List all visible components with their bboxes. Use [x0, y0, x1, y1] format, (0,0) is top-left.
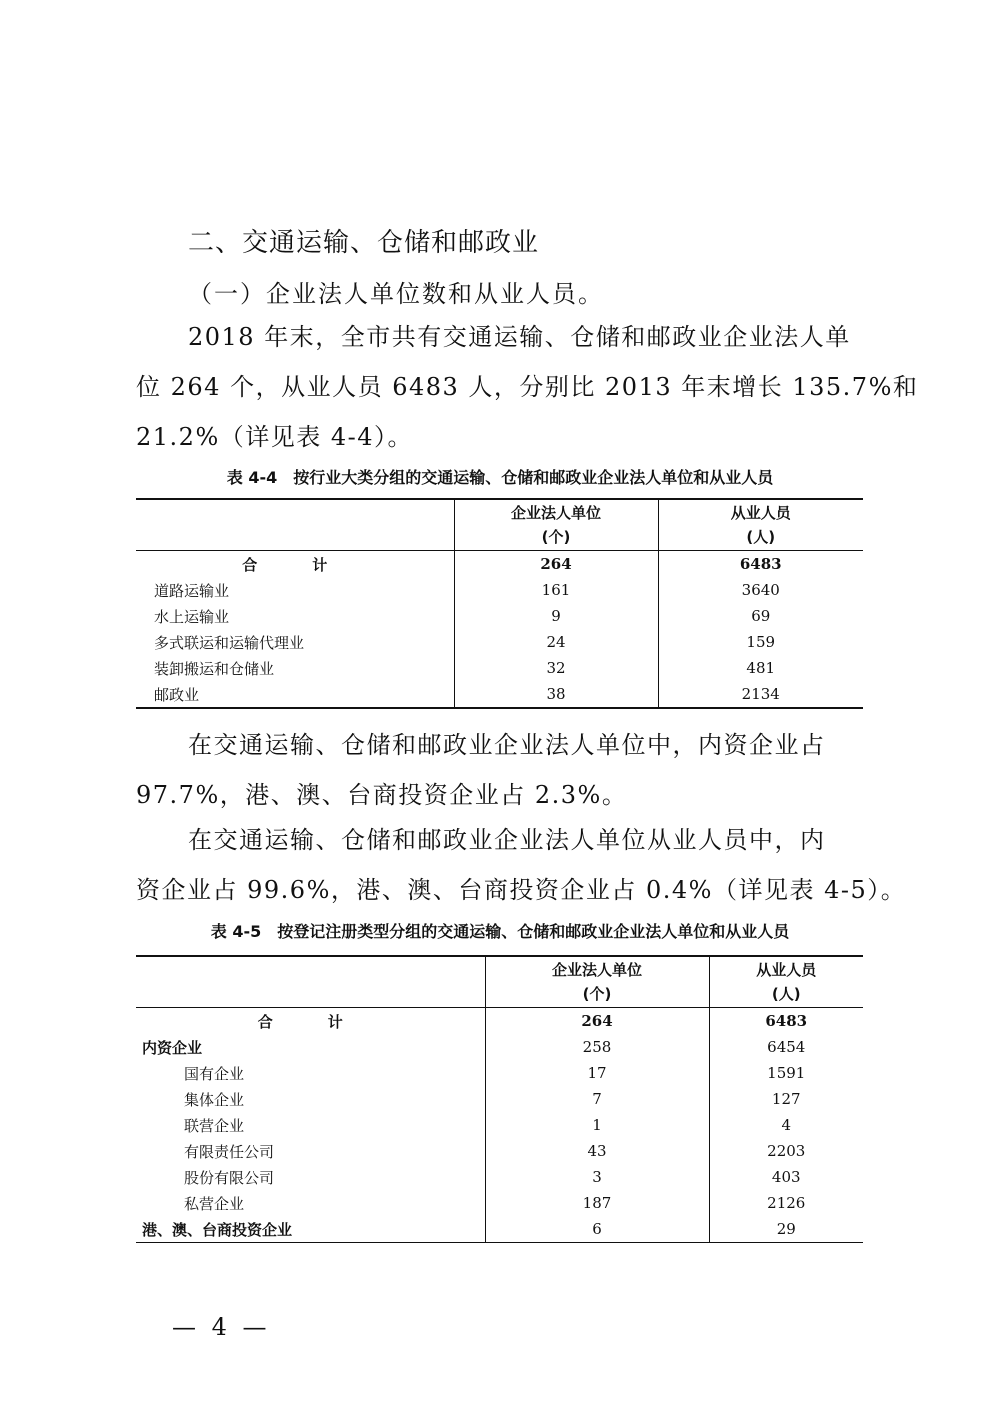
- row-units: 7: [485, 1086, 709, 1112]
- row-label: 有限责任公司: [184, 1142, 275, 1161]
- row-label: 联营企业: [184, 1116, 245, 1135]
- row-label: 多式联运和运输代理业: [154, 633, 305, 652]
- row-employees: 403: [771, 1168, 801, 1186]
- units-column-header: [485, 956, 709, 1008]
- header-unit: (人): [771, 985, 801, 1003]
- paragraph-line: 在交通运输、仓储和邮政业企业法人单位中，内资企业占: [188, 731, 826, 759]
- header-line: 从业人员: [730, 504, 791, 522]
- paragraph-summary: [136, 312, 919, 462]
- row-label: 私营企业: [184, 1194, 245, 1213]
- row-employees: 2203: [767, 1142, 806, 1160]
- row-employees: 29: [776, 1220, 796, 1238]
- table-row: [136, 603, 863, 629]
- table-row-group: [136, 1034, 863, 1060]
- header-line: 企业法人单位: [510, 504, 601, 522]
- table-row: [136, 1060, 863, 1086]
- row-label: 内资企业: [142, 1038, 203, 1057]
- paragraph-unit-share: [136, 720, 866, 820]
- table-row-group: [136, 1216, 863, 1243]
- row-employees: 6483: [658, 551, 863, 578]
- units-column-header: [454, 499, 658, 551]
- table-row: [136, 1190, 863, 1216]
- table-row-total: [136, 1008, 863, 1035]
- table-row: [136, 629, 863, 655]
- row-units: 32: [454, 655, 658, 681]
- table-4-5-caption: 表 4-5 按登记注册类型分组的交通运输、仓储和邮政业企业法人单位和从业人员: [210, 922, 790, 941]
- page-number: — 4 —: [172, 1313, 271, 1341]
- row-label: 道路运输业: [154, 581, 230, 600]
- paragraph-line: 2018 年末，全市共有交通运输、仓储和邮政业企业法人单: [188, 323, 851, 351]
- header-line: 企业法人单位: [551, 961, 642, 979]
- table-row: [136, 681, 863, 708]
- row-units: 1: [485, 1112, 709, 1138]
- row-units: 43: [485, 1138, 709, 1164]
- row-units: 24: [454, 629, 658, 655]
- header-unit: (个): [582, 985, 612, 1003]
- row-units: 17: [485, 1060, 709, 1086]
- paragraph-line: 资企业占 99.6%，港、澳、台商投资企业占 0.4%（详见表 4-5）。: [136, 876, 907, 904]
- table-row-total: [136, 551, 863, 578]
- row-employees: 2134: [741, 685, 780, 703]
- paragraph-line: 位 264 个，从业人员 6483 人，分别比 2013 年末增长 135.7%和: [136, 373, 919, 401]
- row-units: 264: [454, 551, 658, 578]
- row-employees: 159: [746, 633, 776, 651]
- paragraph-line: 21.2%（详见表 4-4）。: [136, 423, 414, 451]
- row-employees: 6454: [767, 1038, 806, 1056]
- row-units: 258: [485, 1034, 709, 1060]
- row-employees: 4: [781, 1116, 792, 1134]
- row-units: 264: [485, 1008, 709, 1035]
- table-row: [136, 1138, 863, 1164]
- row-units: 187: [485, 1190, 709, 1216]
- row-label: 国有企业: [184, 1064, 245, 1083]
- table-header-blank: [136, 956, 485, 1008]
- paragraph-employee-share: [136, 815, 907, 915]
- row-label: 港、澳、台商投资企业: [142, 1220, 293, 1239]
- paragraph-line: 97.7%，港、澳、台商投资企业占 2.3%。: [136, 781, 628, 809]
- table-row: [136, 1112, 863, 1138]
- table-row: [136, 1164, 863, 1190]
- table-row: [136, 1086, 863, 1112]
- employees-column-header: [709, 956, 863, 1008]
- row-employees: 3640: [741, 581, 780, 599]
- table-row: [136, 577, 863, 603]
- row-employees: 6483: [709, 1008, 863, 1035]
- table-4-5: [136, 955, 863, 1243]
- subsection-title: （一）企业法人单位数和从业人员。: [188, 280, 604, 308]
- row-label: 装卸搬运和仓储业: [154, 659, 275, 678]
- row-units: 6: [485, 1216, 709, 1243]
- table-header-row: [136, 956, 863, 1008]
- row-label: 集体企业: [184, 1090, 245, 1109]
- employees-column-header: [658, 499, 863, 551]
- section-title: 二、交通运输、仓储和邮政业: [188, 228, 540, 258]
- row-label: 合 计: [136, 551, 454, 578]
- row-units: 9: [454, 603, 658, 629]
- row-label: 邮政业: [154, 685, 200, 704]
- table-4-4-caption: 表 4-4 按行业大类分组的交通运输、仓储和邮政业企业法人单位和从业人员: [226, 468, 774, 487]
- header-line: 从业人员: [756, 961, 817, 979]
- row-employees: 481: [746, 659, 776, 677]
- row-employees: 2126: [767, 1194, 806, 1212]
- table-4-4: [136, 498, 863, 709]
- row-employees: 1591: [767, 1064, 806, 1082]
- row-label: 股份有限公司: [184, 1168, 275, 1187]
- row-employees: 127: [771, 1090, 801, 1108]
- table-row: [136, 655, 863, 681]
- row-units: 3: [485, 1164, 709, 1190]
- table-header-blank: [136, 499, 454, 551]
- row-units: 38: [454, 681, 658, 708]
- paragraph-line: 在交通运输、仓储和邮政业企业法人单位从业人员中，内: [188, 826, 826, 854]
- header-unit: (人): [746, 528, 776, 546]
- row-label: 合 计: [136, 1008, 485, 1035]
- row-units: 161: [454, 577, 658, 603]
- row-label: 水上运输业: [154, 607, 230, 626]
- table-header-row: [136, 499, 863, 551]
- row-employees: 69: [751, 607, 771, 625]
- header-unit: (个): [541, 528, 571, 546]
